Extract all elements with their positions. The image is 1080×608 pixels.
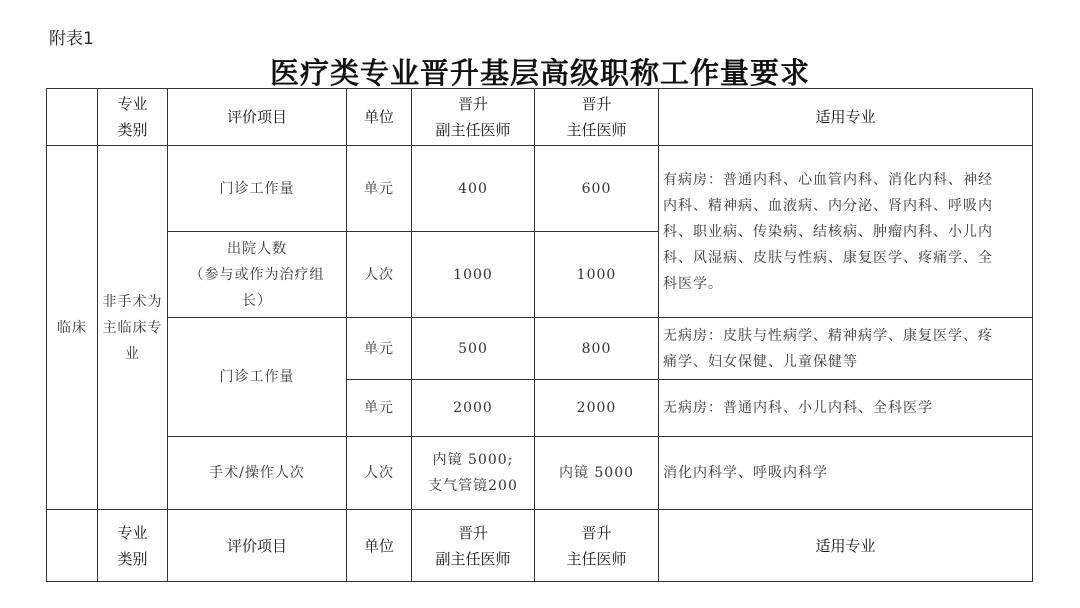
unit-cell: 单元 bbox=[347, 380, 412, 437]
header-chief: 晋升 主任医师 bbox=[535, 510, 659, 582]
item-cell: 门诊工作量 bbox=[168, 146, 347, 232]
header-row bbox=[47, 89, 1033, 146]
field-cell: 临床 bbox=[47, 146, 98, 510]
chief-cell: 2000 bbox=[535, 380, 659, 437]
item-cell: 门诊工作量 bbox=[168, 318, 347, 437]
header-specialty: 适用专业 bbox=[659, 89, 1033, 146]
annex-label: 附表1 bbox=[49, 29, 94, 49]
header-category: 专业 类别 bbox=[98, 89, 168, 146]
category-cell: 非手术为 主临床专 业 bbox=[98, 146, 168, 510]
deputy-cell: 2000 bbox=[412, 380, 535, 437]
header-item: 评价项目 bbox=[168, 510, 347, 582]
deputy-cell: 内镜 5000; 支气管镜200 bbox=[412, 437, 535, 510]
document-title: 医疗类专业晋升基层高级职称工作量要求 bbox=[269, 56, 810, 90]
table-row bbox=[47, 146, 1033, 232]
chief-cell: 800 bbox=[535, 318, 659, 380]
specialty-cell: 有病房：普通内科、心血管内科、消化内科、神经 内科、精神病、血液病、内分泌、肾内科、呼吸内 科、职业病、传染病、结核病、肿瘤内科、小儿内 科、风湿病、皮肤与性病、康复医学、疼痛学、全 科医学。 bbox=[659, 146, 1033, 318]
chief-cell: 600 bbox=[535, 146, 659, 232]
header-item: 评价项目 bbox=[168, 89, 347, 146]
specialty-cell: 无病房：皮肤与性病学、精神病学、康复医学、疼 痛学、妇女保健、儿童保健等 bbox=[659, 318, 1033, 380]
item-cell: 出院人数 （参与或作为治疗组 长） bbox=[168, 232, 347, 318]
header-unit: 单位 bbox=[347, 89, 412, 146]
specialty-cell: 无病房：普通内科、小儿内科、全科医学 bbox=[659, 380, 1033, 437]
requirements-table bbox=[46, 88, 1033, 582]
chief-cell: 1000 bbox=[535, 232, 659, 318]
deputy-cell: 500 bbox=[412, 318, 535, 380]
specialty-cell: 消化内科学、呼吸内科学 bbox=[659, 437, 1033, 510]
header-unit: 单位 bbox=[347, 510, 412, 582]
chief-cell: 内镜 5000 bbox=[535, 437, 659, 510]
deputy-cell: 1000 bbox=[412, 232, 535, 318]
header-category: 专业 类别 bbox=[98, 510, 168, 582]
header-deputy: 晋升 副主任医师 bbox=[412, 89, 535, 146]
unit-cell: 人次 bbox=[347, 437, 412, 510]
deputy-cell: 400 bbox=[412, 146, 535, 232]
unit-cell: 单元 bbox=[347, 146, 412, 232]
header-specialty: 适用专业 bbox=[659, 510, 1033, 582]
item-cell: 手术/操作人次 bbox=[168, 437, 347, 510]
header-blank bbox=[47, 510, 98, 582]
unit-cell: 单元 bbox=[347, 318, 412, 380]
table-row bbox=[47, 437, 1033, 510]
footer-header-row bbox=[47, 510, 1033, 582]
header-chief: 晋升 主任医师 bbox=[535, 89, 659, 146]
table-row bbox=[47, 318, 1033, 380]
unit-cell: 人次 bbox=[347, 232, 412, 318]
header-blank bbox=[47, 89, 98, 146]
header-deputy: 晋升 副主任医师 bbox=[412, 510, 535, 582]
